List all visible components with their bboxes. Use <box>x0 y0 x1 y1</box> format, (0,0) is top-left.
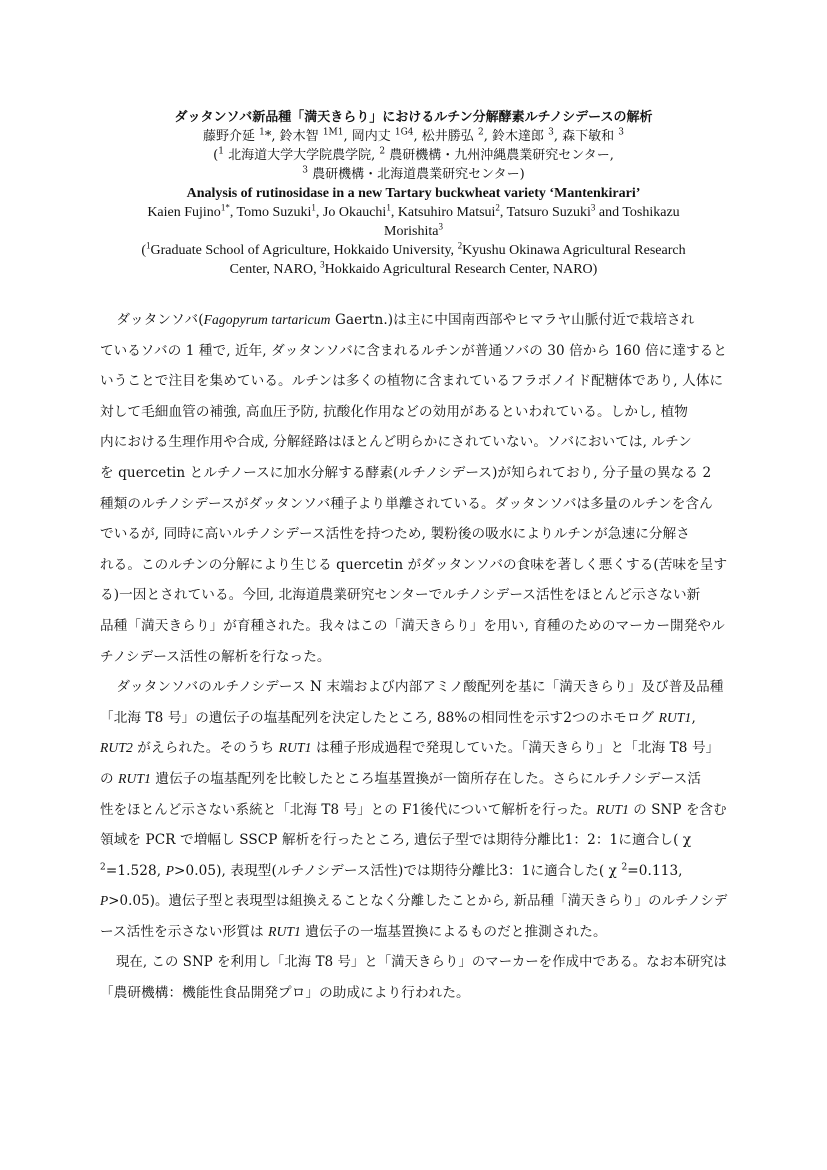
author-name: , 鈴木達郎 <box>483 129 549 144</box>
affil-mark: 1M1 <box>322 127 344 138</box>
stat-symbol: P <box>165 862 174 878</box>
en-authors-line2 <box>100 222 727 241</box>
author-name: Morishita <box>384 224 439 239</box>
text-line <box>100 764 727 795</box>
affil-text: Center, NARO, <box>229 262 321 277</box>
jp-title: ダッタンソバ新品種「満天きらり」におけるルチン分解酵素ルチノシデースの解析 <box>174 110 653 125</box>
en-title: Analysis of rutinosidase in a new Tartary buckwheat variety ‘Mantenkirari’ <box>186 186 641 201</box>
text-span: の SNP を含む <box>628 801 727 818</box>
paragraph-3 <box>100 947 727 1008</box>
text-line: 「農研機構：機能性食品開発プロ」の助成により行われた。 <box>100 985 470 1002</box>
affil-text: 農研機構・九州沖縄農業研究センター, <box>385 148 614 163</box>
en-affiliation-line2 <box>100 260 727 279</box>
paragraph-2 <box>100 672 727 947</box>
text-span: 遺伝子の塩基配列を比較したところ塩基置換が一箇所存在した。さらにルチノシデース活 <box>151 770 702 787</box>
text-line: 対して毛細血管の補強, 高血圧予防, 抗酸化作用などの効用があるといわれている。しかし, 植物 <box>100 403 688 420</box>
paragraph-1 <box>100 305 727 672</box>
text-line: ているソバの 1 種で, 近年, ダッタンソバに含まれるルチンが普通ソバの 30 倍から 160 倍に達すると <box>100 342 727 359</box>
text-span: の <box>100 770 119 787</box>
affil-mark: 3 <box>438 221 443 232</box>
text-span: =0.113, <box>627 862 683 879</box>
affil-mark: 1 <box>311 202 316 213</box>
author-name: , Jo Okauchi <box>315 205 387 220</box>
author-name: , 森下敏和 <box>553 129 619 144</box>
text-span: は種子形成過程で発現していた。「満天きらり」と「北海 T8 号」 <box>311 740 720 757</box>
text-line: 内における生理作用や合成, 分解経路はほとんど明らかにされていない。ソバにおいては, ルチン <box>100 434 692 451</box>
author-name: , 岡内丈 <box>343 129 395 144</box>
text-span: >0.05), 表現型(ルチノシデース活性)では期待分離比3：1に適合した( χ <box>173 862 622 879</box>
header-block <box>100 108 727 279</box>
text-line: でいるが, 同時に高いルチノシデース活性を持つため, 製粉後の吸水によりルチンが急速に分解さ <box>100 526 690 543</box>
affil-mark: 2 <box>477 127 484 138</box>
affil-mark: 3 <box>590 202 596 213</box>
affil-text: 農研機構・北海道農業研究センター) <box>308 167 525 182</box>
text-span: ース活性を示さない形質は <box>100 923 269 940</box>
affil-mark: 1 <box>386 202 391 213</box>
affil-mark: 2 <box>495 202 500 213</box>
gene-name: RUT1 <box>658 709 692 725</box>
text-line <box>100 733 727 764</box>
affil-text: Kyushu Okinawa Agricultural Research <box>462 243 686 258</box>
text-line: ダッタンソバのルチノシデース N 末端および内部アミノ酸配列を基に「満天きらり」及び普及品種 <box>116 679 724 696</box>
affil-text: ( <box>141 243 147 258</box>
text-line: いうことで注目を集めている。ルチンは多くの植物に含まれているフラボノイド配糖体であり, 人体に <box>100 373 724 390</box>
text-line: を quercetin とルチノースに加水分解する酵素(ルチノシデース)が知られており, 分子量の異なる 2 <box>100 464 712 481</box>
text-span: 性をほとんど示さない系統と「北海 T8 号」との F1後代について解析を行った。 <box>100 801 597 818</box>
gene-name: RUT2 <box>100 740 133 756</box>
affil-mark: 1 <box>259 127 265 138</box>
affil-text: ( <box>213 148 219 163</box>
text-line: 領域を PCR で増幅し SSCP 解析を行ったところ, 遺伝子型では期待分離比1：2：1に適合し( χ <box>100 832 692 849</box>
author-name: , Katsuhiro Matsui <box>390 205 496 220</box>
superscript: 2 <box>100 862 106 873</box>
text-line <box>100 703 727 734</box>
en-authors-line1 <box>100 203 727 222</box>
text-line: れる。このルチンの分解により生じる quercetin がダッタンソバの食味を著しく悪くする(苦味を呈す <box>100 556 728 573</box>
author-name: Kaien Fujino <box>147 205 221 220</box>
text-span: =1.528, <box>105 862 166 879</box>
affil-mark: 3 <box>548 127 554 138</box>
text-line <box>100 856 727 887</box>
text-span: 遺伝子の一塩基置換によるものだと推測された。 <box>300 923 607 940</box>
text-line: 現在, この SNP を利用し「北海 T8 号」と「満天きらり」のマーカーを作成中である。なお本研究は <box>116 954 727 971</box>
author-name: , Tomo Suzuki <box>229 205 312 220</box>
superscript: 2 <box>621 862 628 873</box>
text-line <box>100 917 727 948</box>
abstract-body <box>100 305 727 1009</box>
affil-mark: 1 <box>218 146 224 157</box>
gene-name: RUT1 <box>596 801 629 817</box>
affil-text: 北海道大学大学院農学院, <box>223 148 380 163</box>
affil-mark: 3 <box>618 127 624 138</box>
text-line: 種類のルチノシデースがダッタンソバ種子より単離されている。ダッタンソバは多量のルチンを含ん <box>100 495 713 512</box>
stat-symbol: P <box>100 893 109 909</box>
author-name: , Tatsuro Suzuki <box>499 205 591 220</box>
text-span: がえられた。そのうち <box>132 740 279 757</box>
affil-mark: 1 <box>146 240 151 251</box>
text-line <box>100 795 727 826</box>
gene-name: RUT1 <box>278 740 312 756</box>
text-line: チノシデース活性の解析を行なった。 <box>100 648 331 665</box>
author-name: and Toshikazu <box>595 205 680 220</box>
text-line: る)一因とされている。今回, 北海道農業研究センターでルチノシデース活性をほとんど示さない新 <box>100 587 701 604</box>
text-span: >0.05)。遺伝子型と表現型は組換えることなく分離したことから, 新品種「満天きらり」のルチノシデ <box>108 893 728 910</box>
text-span: , <box>691 709 696 726</box>
jp-authors <box>100 127 727 146</box>
affil-mark: 1G4 <box>394 127 414 138</box>
affil-mark: 1* <box>220 202 230 213</box>
author-name: 藤野介延 <box>203 129 260 144</box>
gene-name: RUT1 <box>268 923 301 939</box>
text-span: 「北海 T8 号」の遺伝子の塩基配列を決定したところ, 88%の相同性を示す2つのホモログ <box>100 709 659 726</box>
text-line: 品種「満天きらり」が育種された。我々はこの「満天きらり」を用い, 育種のためのマーカー開発やル <box>100 617 725 634</box>
text-span: ダッタンソバ( <box>116 312 204 328</box>
en-affiliation-line1 <box>100 241 727 260</box>
text-line <box>100 886 728 917</box>
text-span: Gaertn.)は主に中国南西部やヒマラヤ山脈付近で栽培され <box>330 312 695 328</box>
gene-name: RUT1 <box>118 770 152 786</box>
affil-mark: 3 <box>320 259 325 270</box>
affil-text: Hokkaido Agricultural Research Center, NARO) <box>324 262 598 277</box>
affil-mark: 3 <box>302 165 309 176</box>
affil-mark: 2 <box>379 146 386 157</box>
jp-affiliation-line2 <box>100 165 727 184</box>
jp-affiliation-line1 <box>100 146 727 165</box>
text-line <box>100 305 727 336</box>
author-name: , 松井勝弘 <box>413 129 478 144</box>
author-name: *, 鈴木智 <box>264 129 323 144</box>
affil-mark: 2 <box>457 240 463 251</box>
species-name: Fagopyrum tartaricum <box>203 312 331 327</box>
affil-text: Graduate School of Agriculture, Hokkaido University, <box>150 243 458 258</box>
